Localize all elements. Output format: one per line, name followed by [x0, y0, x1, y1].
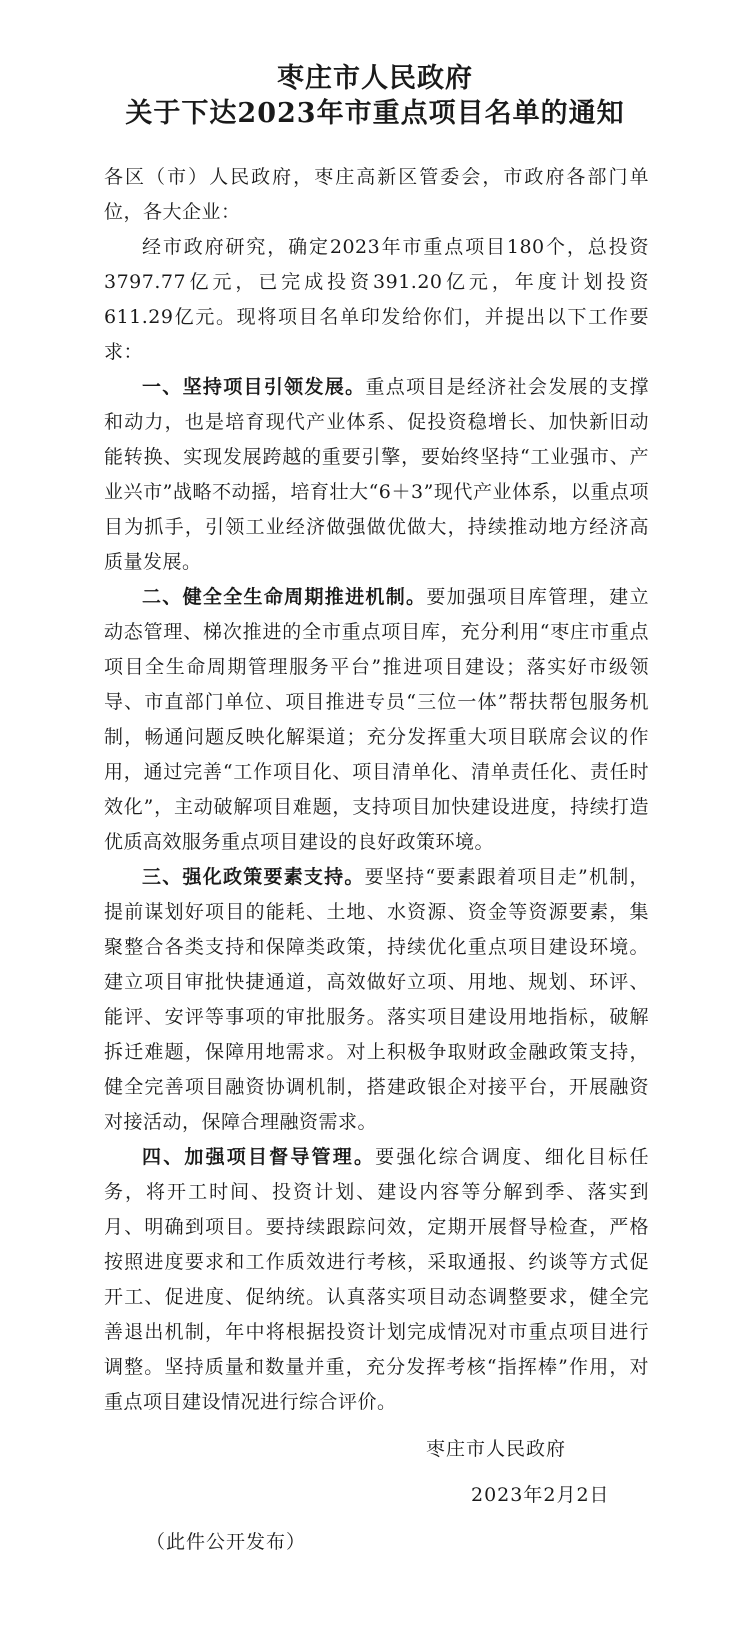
document-title-line-1: 枣庄市人民政府 [277, 63, 473, 94]
salutation: 各区（市）人民政府，枣庄高新区管委会，市政府各部门单位，各大企业： [104, 166, 649, 223]
section-3-heading: 三、强化政策要素支持。 [142, 866, 365, 888]
intro-paragraph: 经市政府研究，确定2023年市重点项目180个，总投资3797.77亿元，已完成投资391.20亿元，年度计划投资611.29亿元。现将项目名单印发给你们，并提出以下工作要求： [104, 236, 649, 363]
issue-date: 2023年2月2日 [471, 1484, 610, 1506]
issuer-signature: 枣庄市人民政府 [426, 1438, 567, 1460]
section-2-heading: 二、健全全生命周期推进机制。 [142, 586, 427, 608]
document-title-line-2: 关于下达2023年市重点项目名单的通知 [125, 98, 625, 129]
section-2-text: 要加强项目库管理，建立动态管理、梯次推进的全市重点项目库，充分利用“枣庄市重点项目全生命周期管理服务平台”推进项目建设；落实好市级领导、市直部门单位、项目推进专员“三位一体”帮扶帮包服务机制，畅通问题反映化解渠道；充分发挥重大项目联席会议的作用，通过完善“工作项目化、项目清单化、清单责任化、责任时效化”，主动破解项目难题，支持项目加快建设进度，持续打造优质高效服务重点项目建设的良好政策环境。 [104, 586, 649, 853]
document-body [104, 160, 649, 1420]
section-3-text: 要坚持“要素跟着项目走”机制，提前谋划好项目的能耗、土地、水资源、资金等资源要素，集聚整合各类支持和保障类政策，持续优化重点项目建设环境。建立项目审批快捷通道，高效做好立项、用地、规划、环评、能评、安评等事项的审批服务。落实项目建设用地指标，破解拆迁难题，保障用地需求。对上积极争取财政金融政策支持，健全完善项目融资协调机制，搭建政银企对接平台，开展融资对接活动，保障合理融资需求。 [104, 866, 649, 1133]
publication-note: （此件公开发布） [146, 1531, 307, 1553]
section-3 [104, 860, 649, 1140]
section-1 [104, 370, 649, 580]
section-1-text: 重点项目是经济社会发展的支撑和动力，也是培育现代产业体系、促投资稳增长、加快新旧动能转换、实现发展跨越的重要引擎，要始终坚持“工业强市、产业兴市”战略不动摇，培育壮大“6＋3”现代产业体系，以重点项目为抓手，引领工业经济做强做优做大，持续推动地方经济高质量发展。 [104, 376, 649, 573]
section-4-text: 要强化综合调度、细化目标任务，将开工时间、投资计划、建设内容等分解到季、落实到月、明确到项目。要持续跟踪问效，定期开展督导检查，严格按照进度要求和工作质效进行考核，采取通报、约谈等方式促开工、促进度、促纳统。认真落实项目动态调整要求，健全完善退出机制，年中将根据投资计划完成情况对市重点项目进行调整。坚持质量和数量并重，充分发挥考核“指挥棒”作用，对重点项目建设情况进行综合评价。 [104, 1146, 649, 1413]
section-4 [104, 1140, 649, 1420]
section-2 [104, 580, 649, 860]
section-1-heading: 一、坚持项目引领发展。 [142, 376, 366, 398]
section-4-heading: 四、加强项目督导管理。 [142, 1146, 376, 1168]
